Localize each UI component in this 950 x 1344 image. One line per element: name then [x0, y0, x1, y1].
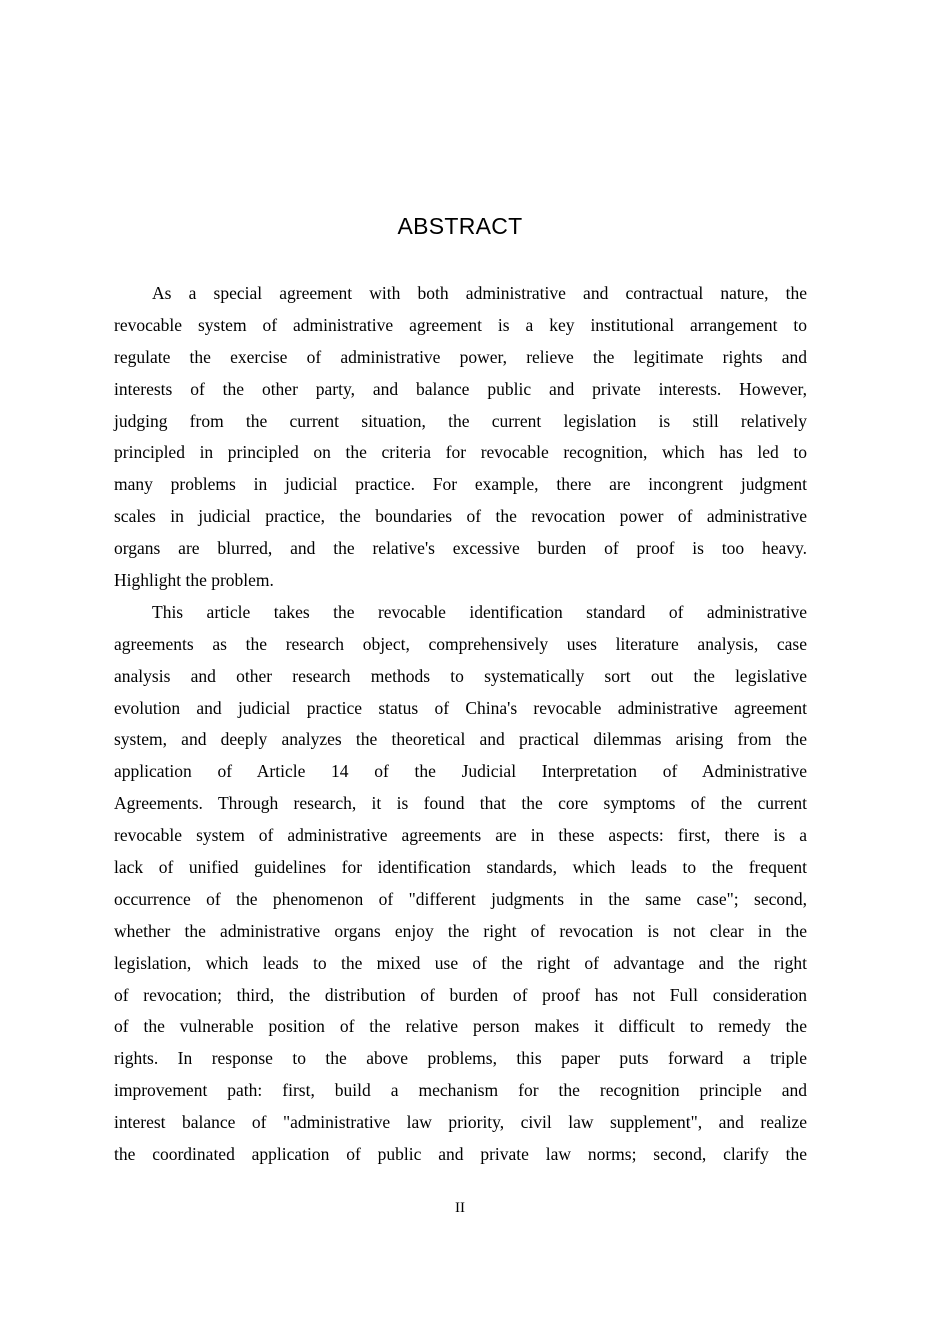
text-line: Highlight the problem. — [114, 570, 274, 591]
text-line: interests of the other party, and balance public and private interests. However, — [114, 378, 807, 399]
text-line: legislation, which leads to the mixed use of the right of advantage and the right — [114, 952, 807, 973]
text-line: of the vulnerable position of the relative person makes it difficult to remedy the — [114, 1016, 807, 1037]
text-line: of revocation; third, the distribution of burden of proof has not Full consideration — [114, 984, 807, 1005]
text-line: rights. In response to the above problems, this paper puts forward a triple — [114, 1048, 807, 1069]
text-line: improvement path: first, build a mechanism for the recognition principle and — [114, 1080, 807, 1101]
text-line: principled in principled on the criteria for revocable recognition, which has led to — [114, 442, 807, 463]
abstract-title: ABSTRACT — [397, 213, 523, 239]
text-line: many problems in judicial practice. For example, there are incongrent judgment — [114, 474, 807, 495]
text-line: evolution and judicial practice status of China's revocable administrative agreement — [114, 697, 807, 718]
text-line: lack of unified guidelines for identification standards, which leads to the frequent — [114, 857, 807, 878]
text-line: analysis and other research methods to systematically sort out the legislative — [114, 665, 807, 686]
abstract-body — [114, 278, 807, 1171]
text-line: organs are blurred, and the relative's excessive burden of proof is too heavy. — [114, 538, 807, 559]
text-line: scales in judicial practice, the boundaries of the revocation power of administrative — [114, 506, 807, 527]
text-line: revocable system of administrative agreements are in these aspects: first, there is a — [114, 825, 807, 846]
text-line: system, and deeply analyzes the theoretical and practical dilemmas arising from the — [114, 729, 807, 750]
page-number: II — [455, 1200, 465, 1216]
text-line: interest balance of "administrative law priority, civil law supplement", and realize — [114, 1112, 807, 1133]
text-line: As a special agreement with both administrative and contractual nature, the — [152, 283, 807, 303]
paragraph-2 — [114, 597, 807, 1171]
text-line: occurrence of the phenomenon of "different judgments in the same case"; second, — [114, 888, 807, 909]
text-line: the coordinated application of public and private law norms; second, clarify the — [114, 1144, 807, 1165]
text-line: agreements as the research object, comprehensively uses literature analysis, case — [114, 633, 807, 654]
text-line: whether the administrative organs enjoy the right of revocation is not clear in the — [114, 920, 807, 941]
text-line: judging from the current situation, the current legislation is still relatively — [114, 410, 807, 431]
paragraph-1 — [114, 278, 807, 597]
text-line: application of Article 14 of the Judicial Interpretation of Administrative — [114, 761, 807, 782]
text-line: This article takes the revocable identification standard of administrative — [152, 601, 807, 622]
text-line: Agreements. Through research, it is found that the core symptoms of the current — [114, 793, 807, 814]
text-line: regulate the exercise of administrative power, relieve the legitimate rights and — [114, 346, 807, 367]
text-line: revocable system of administrative agreement is a key institutional arrangement to — [114, 314, 807, 335]
